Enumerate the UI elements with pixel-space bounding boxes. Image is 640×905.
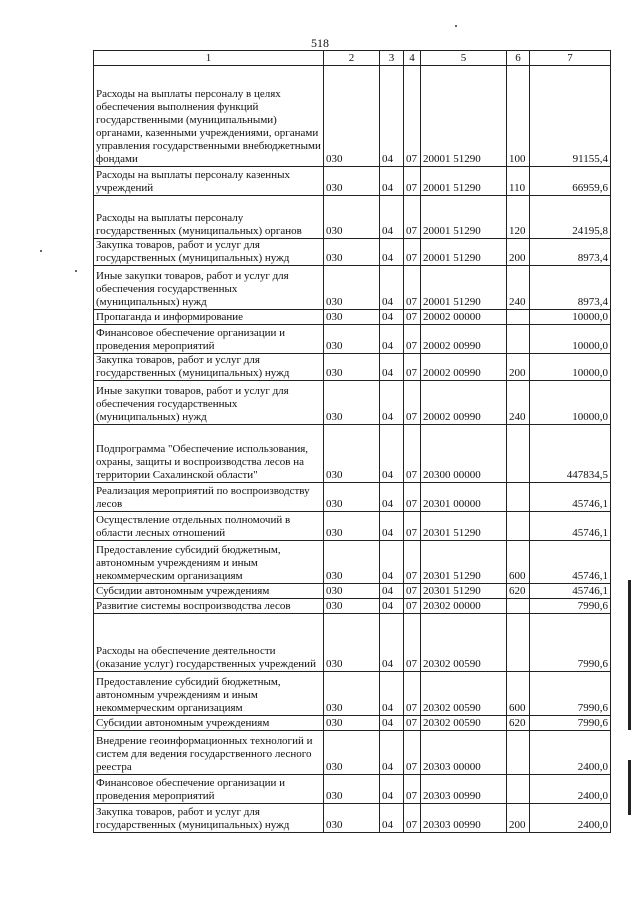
section-code-cell: 04 (380, 584, 404, 599)
amount-cell: 45746,1 (530, 483, 611, 512)
amount-cell: 24195,8 (530, 196, 611, 239)
section-code-cell: 04 (380, 167, 404, 196)
header-cell: 3 (380, 51, 404, 66)
section-code-cell: 04 (380, 599, 404, 614)
ministry-code-cell: 030 (324, 584, 380, 599)
table-row (94, 731, 611, 775)
scan-edge-mark (628, 580, 631, 730)
amount-cell: 10000,0 (530, 325, 611, 354)
table-row (94, 196, 611, 239)
table-row (94, 672, 611, 716)
ministry-code-cell: 030 (324, 354, 380, 381)
ministry-code-cell: 030 (324, 239, 380, 266)
section-code-cell: 04 (380, 325, 404, 354)
row-name-cell: Субсидии автономным учреждениям (94, 716, 324, 731)
section-code-cell: 04 (380, 310, 404, 325)
target-code-cell: 20002 00990 (421, 354, 507, 381)
section-code-cell: 04 (380, 483, 404, 512)
ministry-code-cell: 030 (324, 167, 380, 196)
subsection-code-cell: 07 (404, 266, 421, 310)
ministry-code-cell: 030 (324, 614, 380, 672)
row-name-cell: Расходы на выплаты персоналу казенных учреждений (94, 167, 324, 196)
row-name-cell: Предоставление субсидий бюджетным, автономным учреждениям и иным некоммерческим организациям (94, 672, 324, 716)
section-code-cell: 04 (380, 804, 404, 833)
section-code-cell: 04 (380, 266, 404, 310)
table-row (94, 483, 611, 512)
row-name-cell: Финансовое обеспечение организации и проведения мероприятий (94, 325, 324, 354)
amount-cell: 2400,0 (530, 804, 611, 833)
scan-edge-mark (628, 760, 631, 815)
subsection-code-cell: 07 (404, 775, 421, 804)
ministry-code-cell: 030 (324, 310, 380, 325)
amount-cell: 447834,5 (530, 425, 611, 483)
subsection-code-cell: 07 (404, 512, 421, 541)
header-cell: 4 (404, 51, 421, 66)
target-code-cell: 20001 51290 (421, 167, 507, 196)
subsection-code-cell: 07 (404, 614, 421, 672)
table-row (94, 239, 611, 266)
target-code-cell: 20001 51290 (421, 66, 507, 167)
target-code-cell: 20001 51290 (421, 239, 507, 266)
expense-type-code-cell: 110 (507, 167, 530, 196)
amount-cell: 10000,0 (530, 310, 611, 325)
subsection-code-cell: 07 (404, 354, 421, 381)
expense-type-code-cell: 620 (507, 584, 530, 599)
target-code-cell: 20302 00590 (421, 614, 507, 672)
table-row (94, 584, 611, 599)
amount-cell: 45746,1 (530, 512, 611, 541)
subsection-code-cell: 07 (404, 716, 421, 731)
expense-type-code-cell: 240 (507, 266, 530, 310)
ministry-code-cell: 030 (324, 425, 380, 483)
subsection-code-cell: 07 (404, 239, 421, 266)
amount-cell: 45746,1 (530, 541, 611, 584)
ministry-code-cell: 030 (324, 672, 380, 716)
header-row (94, 51, 611, 66)
section-code-cell: 04 (380, 196, 404, 239)
expense-type-code-cell (507, 310, 530, 325)
subsection-code-cell: 07 (404, 66, 421, 167)
expense-type-code-cell: 100 (507, 66, 530, 167)
ministry-code-cell: 030 (324, 599, 380, 614)
row-name-cell: Реализация мероприятий по воспроизводству лесов (94, 483, 324, 512)
ministry-code-cell: 030 (324, 381, 380, 425)
table-row (94, 325, 611, 354)
scan-dust (455, 25, 457, 27)
table-row (94, 354, 611, 381)
header-cell: 1 (94, 51, 324, 66)
header-cell: 7 (530, 51, 611, 66)
row-name-cell: Закупка товаров, работ и услуг для государственных (муниципальных) нужд (94, 804, 324, 833)
amount-cell: 91155,4 (530, 66, 611, 167)
target-code-cell: 20301 00000 (421, 483, 507, 512)
scan-dust (75, 270, 77, 272)
subsection-code-cell: 07 (404, 483, 421, 512)
table-row (94, 614, 611, 672)
expense-type-code-cell: 120 (507, 196, 530, 239)
row-name-cell: Расходы на выплаты персоналу государственных (муниципальных) органов (94, 196, 324, 239)
ministry-code-cell: 030 (324, 66, 380, 167)
row-name-cell: Финансовое обеспечение организации и проведения мероприятий (94, 775, 324, 804)
amount-cell: 10000,0 (530, 381, 611, 425)
section-code-cell: 04 (380, 425, 404, 483)
subsection-code-cell: 07 (404, 167, 421, 196)
expense-type-code-cell: 200 (507, 354, 530, 381)
ministry-code-cell: 030 (324, 483, 380, 512)
expense-type-code-cell (507, 325, 530, 354)
table-row (94, 716, 611, 731)
section-code-cell: 04 (380, 614, 404, 672)
row-name-cell: Внедрение геоинформационных технологий и систем для ведения государственного лесного реестра (94, 731, 324, 775)
amount-cell: 2400,0 (530, 731, 611, 775)
amount-cell: 7990,6 (530, 716, 611, 731)
subsection-code-cell: 07 (404, 804, 421, 833)
expense-type-code-cell (507, 425, 530, 483)
amount-cell: 2400,0 (530, 775, 611, 804)
expense-type-code-cell: 200 (507, 804, 530, 833)
table-row (94, 804, 611, 833)
amount-cell: 10000,0 (530, 354, 611, 381)
expense-type-code-cell (507, 775, 530, 804)
amount-cell: 66959,6 (530, 167, 611, 196)
subsection-code-cell: 07 (404, 541, 421, 584)
ministry-code-cell: 030 (324, 716, 380, 731)
target-code-cell: 20301 51290 (421, 584, 507, 599)
section-code-cell: 04 (380, 66, 404, 167)
row-name-cell: Развитие системы воспроизводства лесов (94, 599, 324, 614)
target-code-cell: 20002 00000 (421, 310, 507, 325)
row-name-cell: Осуществление отдельных полномочий в области лесных отношений (94, 512, 324, 541)
section-code-cell: 04 (380, 381, 404, 425)
ministry-code-cell: 030 (324, 731, 380, 775)
subsection-code-cell: 07 (404, 599, 421, 614)
amount-cell: 45746,1 (530, 584, 611, 599)
budget-table (93, 50, 611, 833)
subsection-code-cell: 07 (404, 325, 421, 354)
table-row (94, 66, 611, 167)
ministry-code-cell: 030 (324, 512, 380, 541)
subsection-code-cell: 07 (404, 196, 421, 239)
ministry-code-cell: 030 (324, 775, 380, 804)
target-code-cell: 20303 00000 (421, 731, 507, 775)
ministry-code-cell: 030 (324, 325, 380, 354)
section-code-cell: 04 (380, 354, 404, 381)
expense-type-code-cell: 200 (507, 239, 530, 266)
target-code-cell: 20302 00590 (421, 672, 507, 716)
section-code-cell: 04 (380, 716, 404, 731)
expense-type-code-cell (507, 614, 530, 672)
expense-type-code-cell: 600 (507, 672, 530, 716)
header-cell: 2 (324, 51, 380, 66)
row-name-cell: Закупка товаров, работ и услуг для государственных (муниципальных) нужд (94, 239, 324, 266)
row-name-cell: Закупка товаров, работ и услуг для государственных (муниципальных) нужд (94, 354, 324, 381)
section-code-cell: 04 (380, 512, 404, 541)
section-code-cell: 04 (380, 239, 404, 266)
target-code-cell: 20303 00990 (421, 775, 507, 804)
amount-cell: 7990,6 (530, 614, 611, 672)
ministry-code-cell: 030 (324, 804, 380, 833)
section-code-cell: 04 (380, 731, 404, 775)
table-row (94, 310, 611, 325)
ministry-code-cell: 030 (324, 196, 380, 239)
target-code-cell: 20002 00990 (421, 381, 507, 425)
amount-cell: 7990,6 (530, 672, 611, 716)
row-name-cell: Предоставление субсидий бюджетным, автономным учреждениям и иным некоммерческим организациям (94, 541, 324, 584)
scan-dust (40, 250, 42, 252)
expense-type-code-cell (507, 483, 530, 512)
table-row (94, 541, 611, 584)
section-code-cell: 04 (380, 672, 404, 716)
target-code-cell: 20303 00990 (421, 804, 507, 833)
row-name-cell: Иные закупки товаров, работ и услуг для обеспечения государственных (муниципальных) нужд (94, 381, 324, 425)
row-name-cell: Иные закупки товаров, работ и услуг для обеспечения государственных (муниципальных) нужд (94, 266, 324, 310)
table-row (94, 381, 611, 425)
target-code-cell: 20302 00590 (421, 716, 507, 731)
subsection-code-cell: 07 (404, 584, 421, 599)
section-code-cell: 04 (380, 541, 404, 584)
expense-type-code-cell: 620 (507, 716, 530, 731)
target-code-cell: 20302 00000 (421, 599, 507, 614)
row-name-cell: Пропаганда и информирование (94, 310, 324, 325)
expense-type-code-cell (507, 731, 530, 775)
row-name-cell: Подпрограмма "Обеспечение использования, охраны, защиты и воспроизводства лесов на территории Сахалинской области" (94, 425, 324, 483)
page-number: 518 (311, 36, 329, 50)
target-code-cell: 20300 00000 (421, 425, 507, 483)
target-code-cell: 20001 51290 (421, 196, 507, 239)
subsection-code-cell: 07 (404, 425, 421, 483)
header-cell: 5 (421, 51, 507, 66)
expense-type-code-cell: 600 (507, 541, 530, 584)
target-code-cell: 20002 00990 (421, 325, 507, 354)
target-code-cell: 20301 51290 (421, 512, 507, 541)
expense-type-code-cell (507, 512, 530, 541)
table-row (94, 266, 611, 310)
amount-cell: 8973,4 (530, 266, 611, 310)
table-row (94, 512, 611, 541)
amount-cell: 8973,4 (530, 239, 611, 266)
subsection-code-cell: 07 (404, 310, 421, 325)
table-row (94, 599, 611, 614)
target-code-cell: 20001 51290 (421, 266, 507, 310)
table-row (94, 425, 611, 483)
amount-cell: 7990,6 (530, 599, 611, 614)
ministry-code-cell: 030 (324, 266, 380, 310)
table-row (94, 167, 611, 196)
table-row (94, 775, 611, 804)
section-code-cell: 04 (380, 775, 404, 804)
subsection-code-cell: 07 (404, 381, 421, 425)
subsection-code-cell: 07 (404, 672, 421, 716)
ministry-code-cell: 030 (324, 541, 380, 584)
row-name-cell: Расходы на выплаты персоналу в целях обеспечения выполнения функций государственными (муниципальными) органами, казенными учреждениями, органами управления государственными внебюджетными фондами (94, 66, 324, 167)
row-name-cell: Субсидии автономным учреждениям (94, 584, 324, 599)
expense-type-code-cell: 240 (507, 381, 530, 425)
row-name-cell: Расходы на обеспечение деятельности (оказание услуг) государственных учреждений (94, 614, 324, 672)
target-code-cell: 20301 51290 (421, 541, 507, 584)
expense-type-code-cell (507, 599, 530, 614)
header-cell: 6 (507, 51, 530, 66)
subsection-code-cell: 07 (404, 731, 421, 775)
